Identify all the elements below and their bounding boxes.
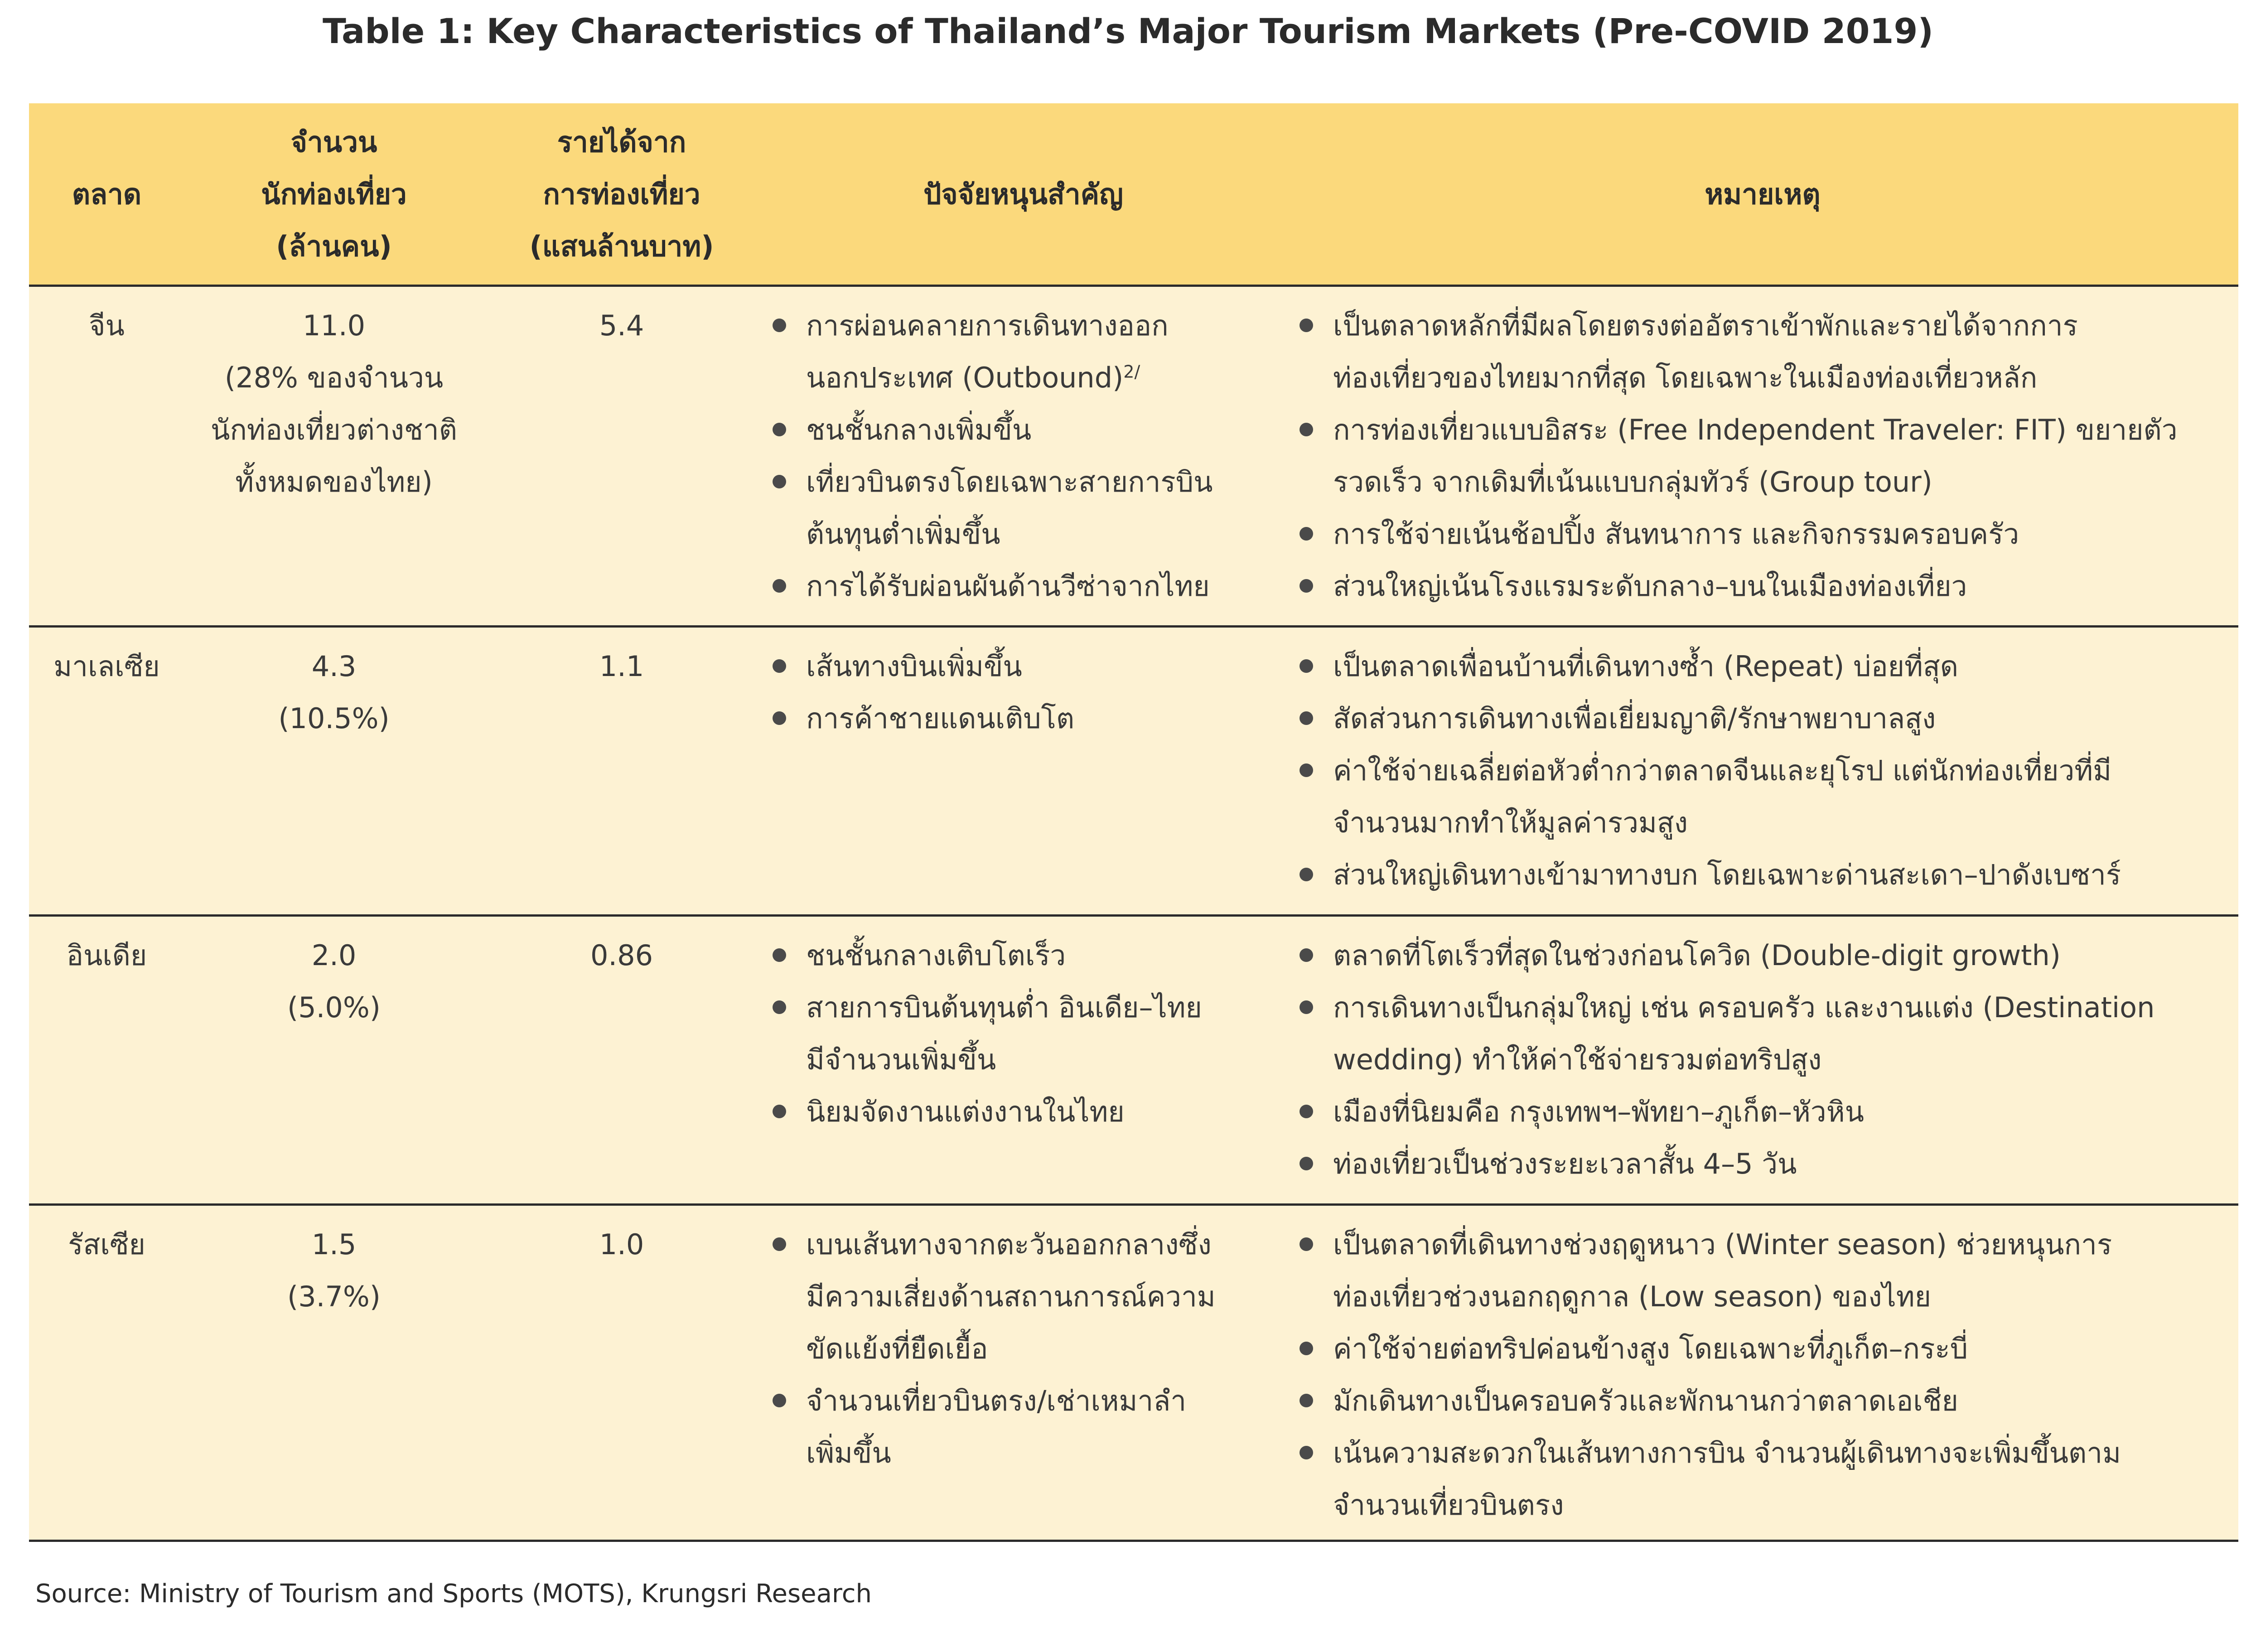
bullet-icon: [1299, 659, 1313, 673]
bullet-line: เป็นตลาดเพื่อนบ้านที่เดินทางซ้ำ (Repeat) บ่อยที่สุด: [1333, 650, 1958, 683]
bullet-item: [1291, 404, 2234, 508]
bullet-item: [764, 299, 1282, 404]
tourists-cell: [184, 627, 483, 916]
bullet-line: เบนเส้นทางจากตะวันออกกลางซึ่ง: [806, 1228, 1212, 1261]
tourists-line: 1.5: [311, 1228, 357, 1261]
bullet-icon: [1299, 1237, 1313, 1251]
header-revenue-line: การท่องเที่ยว: [543, 177, 700, 211]
bullet-line: ขัดแย้งที่ยืดเยื้อ: [806, 1332, 988, 1365]
tourists-line: (3.7%): [287, 1280, 381, 1313]
table-row-malaysia: [29, 627, 2238, 916]
table-row-russia: [29, 1205, 2238, 1541]
bullet-icon: [1299, 948, 1313, 962]
drivers-cell: [760, 627, 1287, 916]
bullet-line: ต้นทุนต่ำเพิ่มขึ้น: [806, 517, 1000, 551]
drivers-list: [764, 640, 1282, 744]
market-cell: จีน: [29, 286, 184, 627]
header-tourists: [184, 103, 483, 286]
market-cell: มาเลเซีย: [29, 627, 184, 916]
notes-list: [1291, 640, 2234, 901]
bullet-item: [1291, 1086, 2234, 1138]
notes-cell: [1287, 286, 2238, 627]
tourism-markets-table-container: [29, 103, 2238, 1542]
bullet-line: เพิ่มขึ้น: [806, 1436, 891, 1469]
tourists-cell: [184, 916, 483, 1205]
bullet-icon: [1299, 527, 1313, 541]
bullet-item: [764, 640, 1282, 692]
bullet-item: [764, 981, 1282, 1086]
bullet-line: การได้รับผ่อนผันด้านวีซ่าจากไทย: [806, 570, 1210, 603]
bullet-item: [764, 1375, 1282, 1479]
bullet-icon: [1299, 1105, 1313, 1118]
revenue-cell: 1.1: [483, 627, 760, 916]
tourists-line: นักท่องเที่ยวต่างชาติ: [210, 413, 457, 446]
bullet-icon: [1299, 1342, 1313, 1355]
header-notes: หมายเหตุ: [1287, 103, 2238, 286]
bullet-line: สัดส่วนการเดินทางเพื่อเยี่ยมญาติ/รักษาพยาบาลสูง: [1333, 702, 1936, 735]
bullet-line: มีจำนวนเพิ่มขึ้น: [806, 1043, 996, 1076]
bullet-line: [806, 352, 1282, 404]
bullet-icon: [773, 1394, 786, 1407]
tourists-cell: [184, 1205, 483, 1541]
revenue-cell: 0.86: [483, 916, 760, 1205]
bullet-line: ท่องเที่ยวช่วงนอกฤดูกาล (Low season) ของไทย: [1333, 1280, 1931, 1313]
bullet-icon: [773, 475, 786, 488]
revenue-cell: 1.0: [599, 1228, 644, 1261]
header-row: [29, 103, 2238, 286]
tourists-line: 2.0: [311, 939, 357, 972]
notes-cell: [1287, 916, 2238, 1205]
revenue-cell: 5.4: [483, 286, 760, 627]
bullet-icon: [773, 423, 786, 436]
bullet-line: เป็นตลาดที่เดินทางช่วงฤดูหนาว (Winter season) ช่วยหนุนการ: [1333, 1228, 2112, 1261]
bullet-icon: [1299, 319, 1313, 332]
bullet-line: จำนวนเที่ยวบินตรง/เช่าเหมาลำ: [806, 1384, 1187, 1417]
market-cell: อินเดีย: [29, 916, 184, 1205]
bullet-line: การผ่อนคลายการเดินทางออก: [806, 309, 1169, 342]
bullet-line: จำนวนเที่ยวบินตรง: [1333, 1488, 1564, 1522]
bullet-line: ชนชั้นกลางเพิ่มขึ้น: [806, 413, 1032, 446]
bullet-item: [764, 929, 1282, 981]
source-note: Source: Ministry of Tourism and Sports (MOTS), Krungsri Research: [35, 1579, 872, 1609]
bullet-line: ส่วนใหญ่เน้นโรงแรมระดับกลาง–บนในเมืองท่องเที่ยว: [1333, 570, 1967, 603]
bullet-icon: [773, 711, 786, 725]
bullet-line: wedding) ทำให้ค่าใช้จ่ายรวมต่อทริปสูง: [1333, 1043, 1822, 1076]
bullet-line: การค้าชายแดนเติบโต: [806, 702, 1075, 735]
bullet-line: เน้นความสะดวกในเส้นทางการบิน จำนวนผู้เดินทางจะเพิ่มขึ้นตาม: [1333, 1436, 2121, 1469]
bullet-item: [1291, 640, 2234, 692]
bullet-item: [1291, 560, 2234, 612]
bullet-line: การเดินทางเป็นกลุ่มใหญ่ เช่น ครอบครัว และงานแต่ง (Destination: [1333, 991, 2155, 1024]
bullet-icon: [1299, 1000, 1313, 1014]
bullet-item: [764, 560, 1282, 612]
bullet-item: [764, 456, 1282, 560]
bullet-line: มีความเสี่ยงด้านสถานการณ์ความ: [806, 1280, 1216, 1313]
bullet-item: [764, 1218, 1282, 1375]
drivers-list: [764, 299, 1282, 612]
header-revenue: [483, 103, 760, 286]
header-tourists-line: (ล้านคน): [276, 229, 392, 263]
header-tourists-line: นักท่องเที่ยว: [261, 177, 407, 211]
bullet-line-text: นอกประเทศ (Outbound): [806, 361, 1124, 394]
bullet-item: [764, 692, 1282, 744]
bullet-line: เที่ยวบินตรงโดยเฉพาะสายการบิน: [806, 465, 1213, 498]
header-drivers: ปัจจัยหนุนสำคัญ: [760, 103, 1287, 286]
bullet-item: [1291, 849, 2234, 901]
bullet-icon: [1299, 423, 1313, 436]
drivers-cell: [760, 916, 1287, 1205]
market-cell: รัสเซีย: [68, 1228, 145, 1261]
bullet-line: ชนชั้นกลางเติบโตเร็ว: [806, 939, 1066, 972]
tourists-cell: [184, 286, 483, 627]
bullet-icon: [1299, 1446, 1313, 1459]
bullet-item: [1291, 299, 2234, 404]
tourists-line: 11.0: [302, 309, 366, 342]
bullet-line: ค่าใช้จ่ายต่อทริปค่อนข้างสูง โดยเฉพาะที่ภูเก็ต–กระบี่: [1333, 1332, 1968, 1365]
bullet-icon: [773, 1237, 786, 1251]
header-market: ตลาด: [29, 103, 184, 286]
bullet-item: [1291, 1138, 2234, 1190]
bullet-icon: [773, 579, 786, 593]
table-row-china: [29, 286, 2238, 627]
notes-list: [1291, 1218, 2234, 1531]
bullet-item: [1291, 692, 2234, 744]
header-revenue-line: รายได้จาก: [557, 125, 686, 159]
drivers-list: [764, 1218, 1282, 1479]
tourists-line: 4.3: [311, 650, 357, 683]
bullet-line: ท่องเที่ยวเป็นช่วงระยะเวลาสั้น 4–5 วัน: [1333, 1147, 1797, 1180]
bullet-icon: [1299, 711, 1313, 725]
tourists-line: ทั้งหมดของไทย): [235, 465, 433, 498]
table-row-india: [29, 916, 2238, 1205]
notes-cell: [1287, 1205, 2238, 1541]
notes-list: [1291, 299, 2234, 612]
notes-list: [1291, 929, 2234, 1190]
bullet-item: [1291, 981, 2234, 1086]
bullet-icon: [773, 948, 786, 962]
bullet-icon: [1299, 1394, 1313, 1407]
tourists-line: (10.5%): [278, 702, 390, 735]
bullet-line: รวดเร็ว จากเดิมที่เน้นแบบกลุ่มทัวร์ (Group tour): [1333, 465, 1932, 498]
bullet-item: [1291, 1323, 2234, 1375]
header-revenue-line: (แสนล้านบาท): [529, 229, 714, 263]
drivers-cell: [760, 286, 1287, 627]
bullet-icon: [773, 319, 786, 332]
header-tourists-line: จำนวน: [290, 125, 377, 159]
bullet-line: เมืองที่นิยมคือ กรุงเทพฯ–พัทยา–ภูเก็ต–หัวหิน: [1333, 1095, 1864, 1128]
notes-cell: [1287, 627, 2238, 916]
bullet-line: มักเดินทางเป็นครอบครัวและพักนานกว่าตลาดเอเชีย: [1333, 1384, 1958, 1417]
bullet-line: ส่วนใหญ่เดินทางเข้ามาทางบก โดยเฉพาะด่านสะเดา–ปาดังเบซาร์: [1333, 858, 2121, 891]
bullet-line: การใช้จ่ายเน้นช้อปปิ้ง สันทนาการ และกิจกรรมครอบครัว: [1333, 517, 2019, 551]
bullet-line: นิยมจัดงานแต่งงานในไทย: [806, 1095, 1125, 1128]
bullet-line: ตลาดที่โตเร็วที่สุดในช่วงก่อนโควิด (Double-digit growth): [1333, 939, 2061, 972]
tourists-line: (5.0%): [287, 991, 381, 1024]
drivers-cell: [760, 1205, 1287, 1541]
bullet-icon: [1299, 1157, 1313, 1170]
footnote-marker: 2/: [1123, 362, 1140, 382]
bullet-item: [1291, 1218, 2234, 1323]
bullet-icon: [773, 1105, 786, 1118]
bullet-icon: [1299, 579, 1313, 593]
bullet-line: เส้นทางบินเพิ่มขึ้น: [806, 650, 1022, 683]
bullet-line: เป็นตลาดหลักที่มีผลโดยตรงต่ออัตราเข้าพักและรายได้จากการ: [1333, 309, 2078, 342]
bullet-icon: [1299, 763, 1313, 777]
bullet-item: [1291, 929, 2234, 981]
tourists-line: (28% ของจำนวน: [224, 361, 444, 394]
bullet-line: ค่าใช้จ่ายเฉลี่ยต่อหัวต่ำกว่าตลาดจีนและยุโรป แต่นักท่องเที่ยวที่มี: [1333, 754, 2112, 787]
bullet-item: [764, 404, 1282, 456]
bullet-line: การท่องเที่ยวแบบอิสระ (Free Independent Traveler: FIT) ขยายตัว: [1333, 413, 2178, 446]
bullet-line: จำนวนมากทำให้มูลค่ารวมสูง: [1333, 806, 1688, 839]
table-title: Table 1: Key Characteristics of Thailand’s Major Tourism Markets (Pre-COVID 2019): [322, 11, 1934, 51]
bullet-icon: [773, 659, 786, 673]
tourism-markets-table: [29, 103, 2238, 1541]
bullet-line: ท่องเที่ยวของไทยมากที่สุด โดยเฉพาะในเมืองท่องเที่ยวหลัก: [1333, 361, 2038, 394]
bullet-item: [1291, 744, 2234, 849]
bullet-item: [1291, 1427, 2234, 1531]
bullet-icon: [773, 1000, 786, 1014]
bullet-item: [764, 1086, 1282, 1138]
bullet-item: [1291, 508, 2234, 560]
bullet-item: [1291, 1375, 2234, 1427]
bullet-icon: [1299, 868, 1313, 881]
bullet-line: สายการบินต้นทุนต่ำ อินเดีย–ไทย: [806, 991, 1202, 1024]
drivers-list: [764, 929, 1282, 1138]
